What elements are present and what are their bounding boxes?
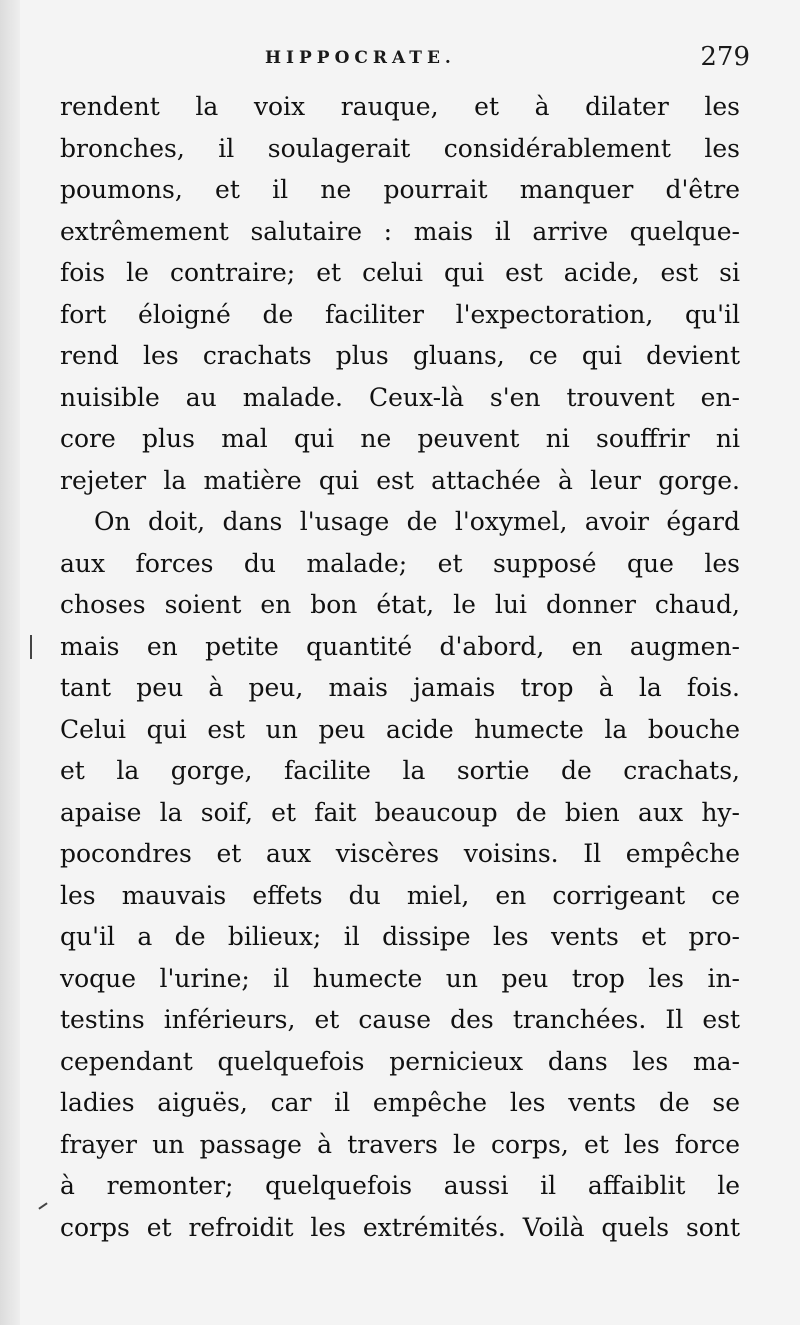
text-line: ladies aiguës, car il empêche les vents de se (60, 1088, 740, 1117)
text-line: voque l'urine; il humecte un peu trop les in- (60, 963, 740, 993)
text-line: testins inférieurs, et cause des tranchées. Il est (60, 1005, 740, 1034)
text-line: rendent la voix rauque, et à dilater les (60, 92, 740, 121)
paragraph-start-line: On doit, dans l'usage de l'oxymel, avoir égard (94, 507, 740, 536)
text-line: pocondres et aux viscères voisins. Il empêche (60, 839, 740, 868)
page-edge-shadow (0, 0, 22, 1325)
text-line: tant peu à peu, mais jamais trop à la fois. (60, 673, 740, 702)
text-line: choses soient en bon état, le lui donner chaud, (60, 590, 740, 619)
text-line: mais en petite quantité d'abord, en augmen- (60, 631, 740, 661)
text-line: poumons, et il ne pourrait manquer d'être (60, 175, 740, 204)
text-line: rend les crachats plus gluans, ce qui devient (60, 341, 740, 370)
text-line: à remonter; quelquefois aussi il affaiblit le (60, 1171, 740, 1200)
text-line: aux forces du malade; et supposé que les (60, 548, 740, 578)
text-line: Celui qui est un peu acide humecte la bouche (60, 714, 740, 744)
page-header (60, 42, 750, 78)
text-line: cependant quelquefois pernicieux dans les ma- (60, 1046, 740, 1076)
text-line: extrêmement salutaire : mais il arrive quelque- (60, 216, 740, 246)
text-line: fois le contraire; et celui qui est acide, est si (60, 258, 740, 287)
text-line: les mauvais effets du miel, en corrigeant ce (60, 880, 740, 910)
text-line: rejeter la matière qui est attachée à leur gorge. (60, 465, 740, 495)
text-line: corps et refroidit les extrémités. Voilà quels sont (60, 1212, 740, 1242)
text-line: apaise la soif, et fait beaucoup de bien aux hy- (60, 797, 740, 827)
body-text (60, 86, 740, 1248)
page-number: 279 (700, 42, 750, 72)
text-line: nuisible au malade. Ceux-là s'en trouvent en- (60, 382, 740, 412)
scan-speck (30, 635, 32, 659)
running-title: HIPPOCRATE. (265, 48, 456, 68)
text-line: frayer un passage à travers le corps, et les force (60, 1129, 740, 1159)
text-line: core plus mal qui ne peuvent ni souffrir ni (60, 424, 740, 453)
text-line: et la gorge, facilite la sortie de crachats, (60, 756, 740, 785)
text-line: fort éloigné de faciliter l'expectoration, qu'il (60, 299, 740, 329)
text-line: bronches, il soulagerait considérablement les (60, 133, 740, 163)
text-line: qu'il a de bilieux; il dissipe les vents et pro- (60, 922, 740, 951)
